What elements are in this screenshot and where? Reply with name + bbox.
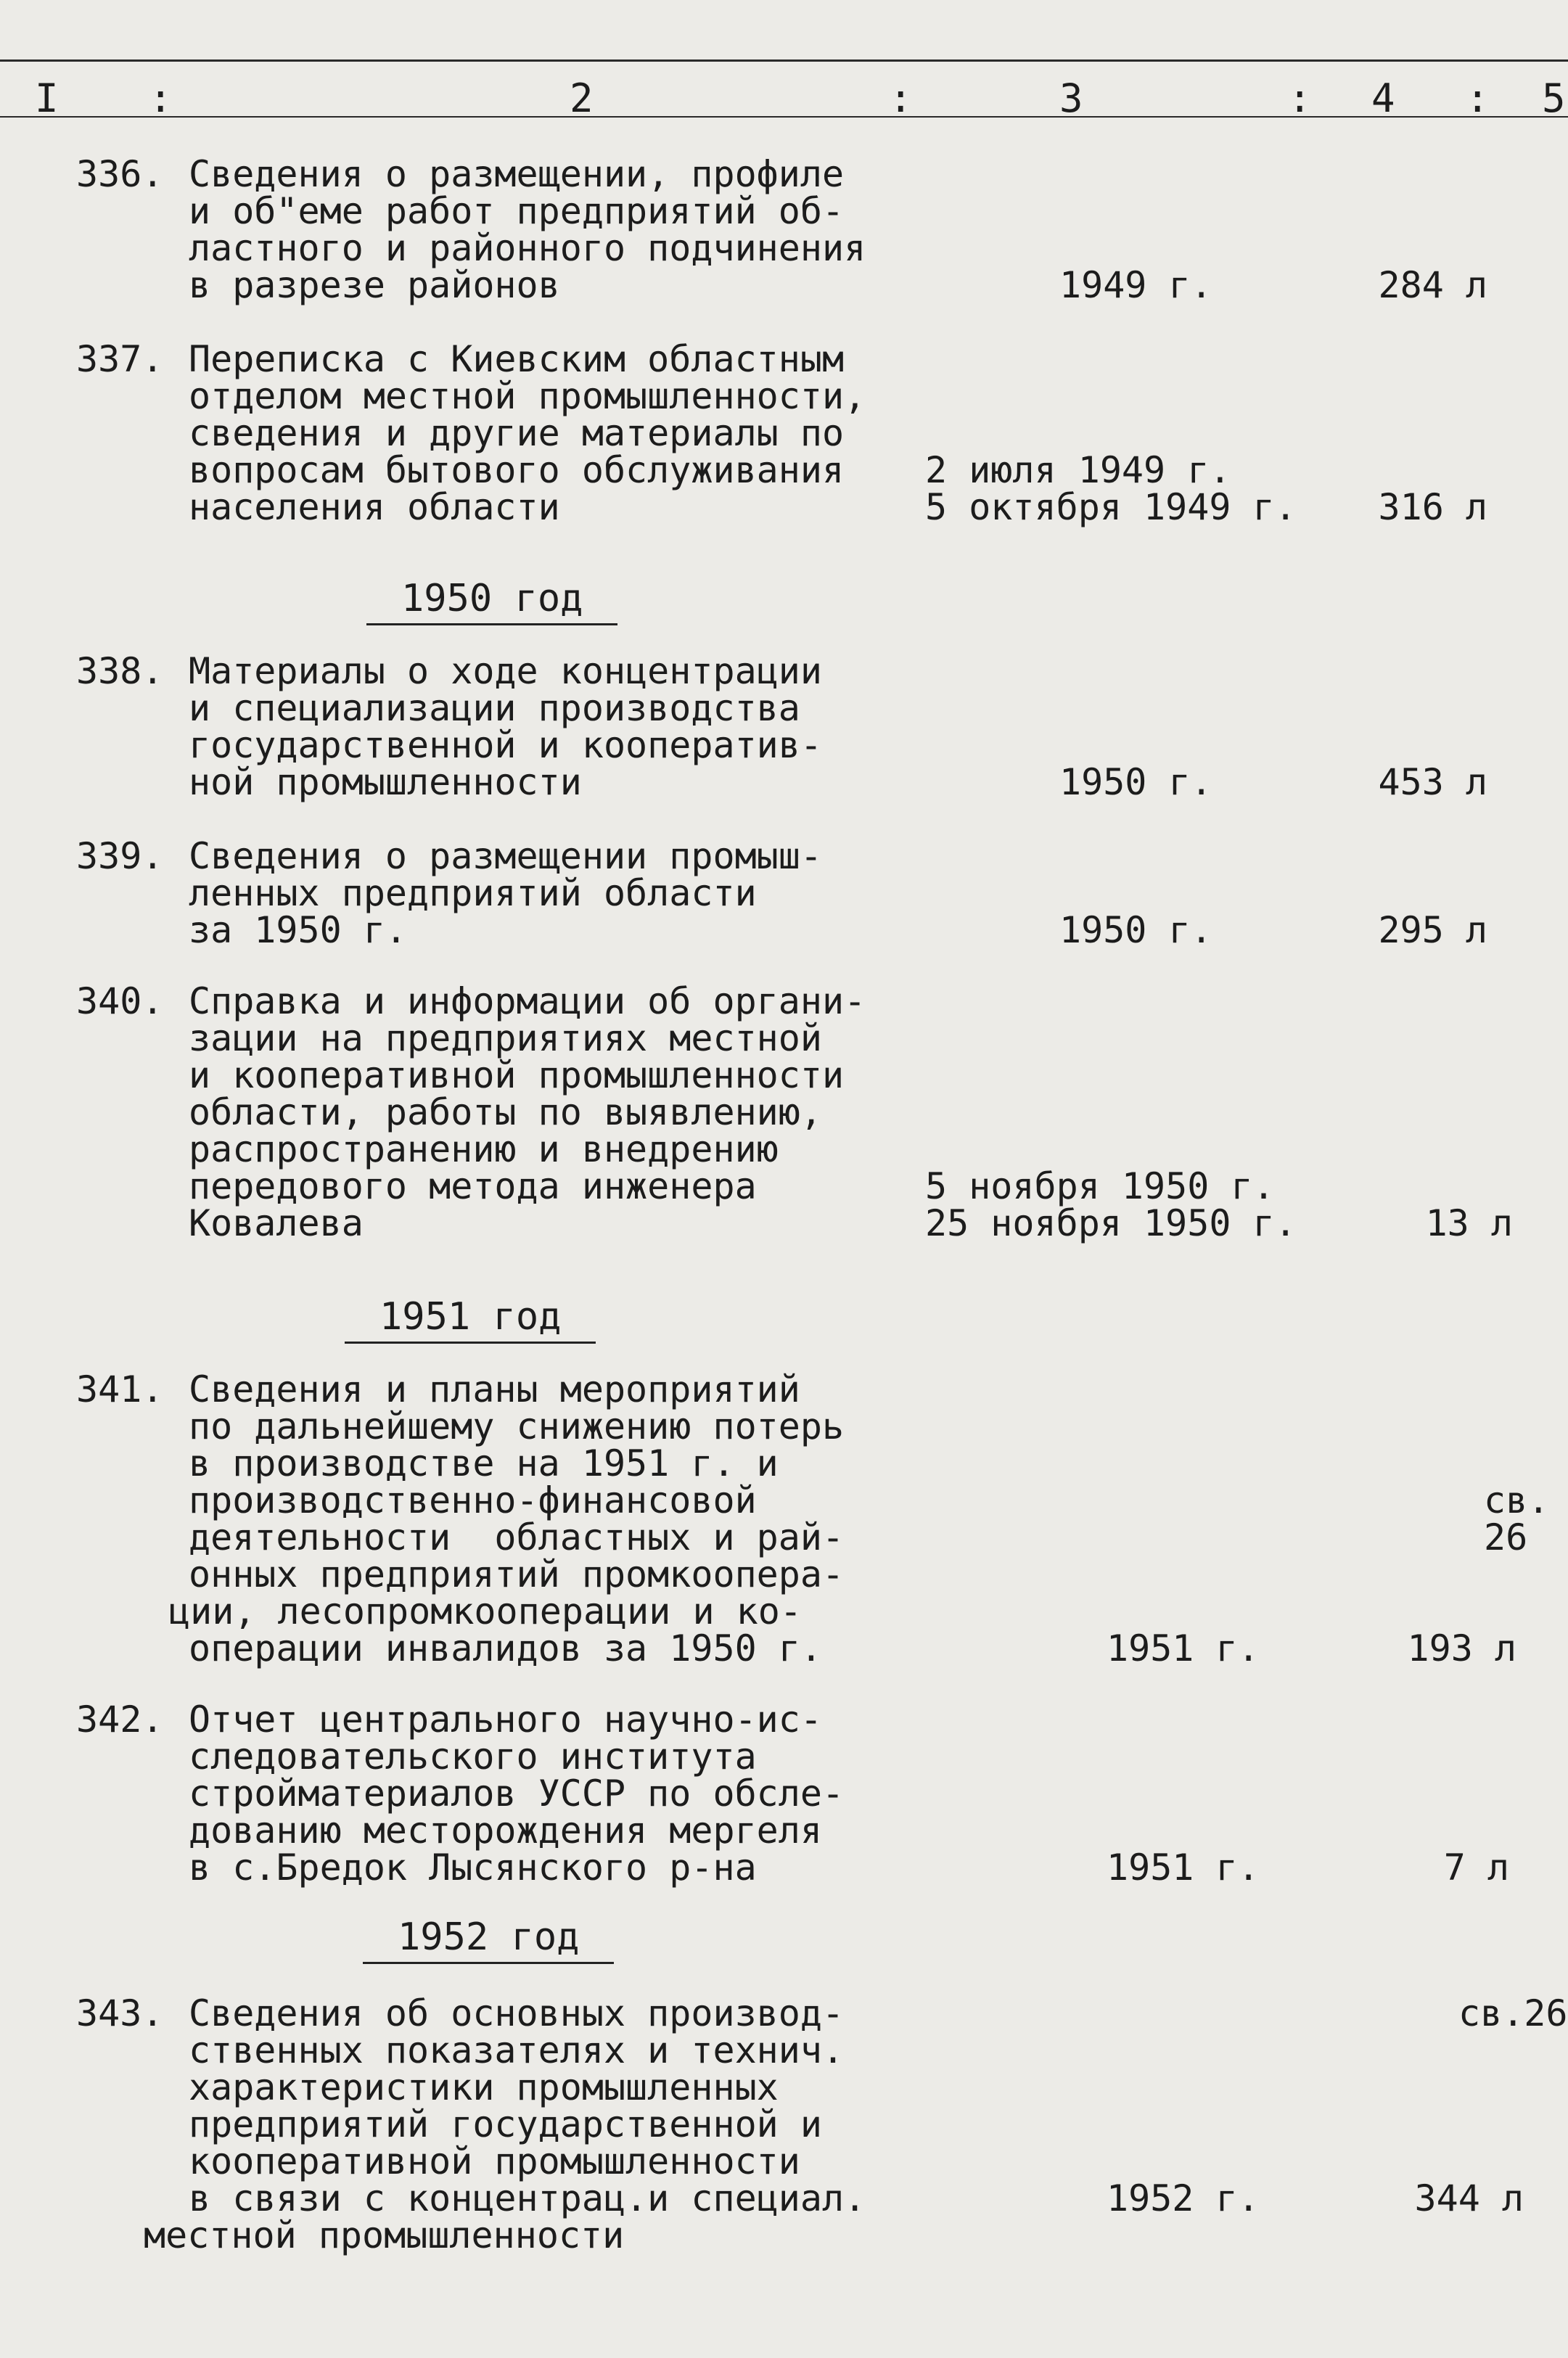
title-line: сведения и другие материалы по (189, 412, 845, 454)
entry-sheets: 13 л (1425, 1202, 1513, 1244)
title-line: зации на предприятиях местной (189, 1017, 822, 1059)
box-label: св. (1484, 1479, 1550, 1521)
title-line: области, работы по выявлению, (189, 1091, 822, 1133)
entry-number: 336. (76, 153, 164, 195)
column-number-3: 3 (1059, 75, 1083, 121)
title-line: государственной и кооператив- (189, 724, 822, 766)
title-line: Переписка с Киевским областным (189, 338, 845, 380)
title-line: ственных показателях и технич. (189, 2029, 845, 2071)
entry-number: 343. (76, 1992, 164, 2034)
entry-number: 337. (76, 338, 164, 380)
title-line: Справка и информации об органи- (189, 980, 866, 1022)
entry-number: 339. (76, 835, 164, 877)
title-line: в разрезе районов (189, 264, 560, 306)
column-separator: : (149, 75, 173, 121)
title-line: Сведения о размещении промыш- (189, 835, 822, 877)
entry-sheets: 344 л (1414, 2177, 1524, 2219)
title-line: передового метода инженера (189, 1165, 757, 1207)
entry-date: 5 ноября 1950 г. (925, 1165, 1275, 1207)
entry-date: 1950 г. (1059, 909, 1212, 951)
year-heading-1951: 1951 год (345, 1295, 596, 1344)
entry-date: 1951 г. (1107, 1627, 1260, 1669)
title-line: за 1950 г. (189, 909, 408, 951)
title-line: характеристики промышленных (189, 2066, 779, 2108)
column-number-5: 5 (1542, 75, 1566, 121)
title-line: в производстве на 1951 г. и (189, 1442, 779, 1484)
box-label: св.26 (1458, 1992, 1568, 2034)
entry-number: 341. (76, 1368, 164, 1410)
entry-date: 1949 г. (1059, 264, 1212, 306)
year-heading-1950: 1950 год (366, 577, 617, 625)
title-line: стройматериалов УССР по обсле- (189, 1772, 845, 1815)
title-line: в с.Бредок Лысянского р-на (189, 1846, 757, 1889)
column-number-4: 4 (1371, 75, 1395, 121)
title-line: в связи с концентрац.и специал. (189, 2177, 866, 2219)
title-line: ластного и районного подчинения (189, 227, 866, 269)
entry-sheets: 284 л (1378, 264, 1487, 306)
entry-date: 2 июля 1949 г. (925, 449, 1231, 491)
column-separator: : (1288, 75, 1312, 121)
title-line: и специализации производства (189, 687, 800, 729)
title-line: и кооперативной промышленности (189, 1054, 845, 1096)
title-line: местной промышленности (144, 2214, 625, 2256)
title-line: Сведения о размещении, профиле (189, 153, 845, 195)
title-line: Материалы о ходе концентрации (189, 650, 822, 692)
title-line: Сведения об основных производ- (189, 1992, 845, 2034)
title-line: деятельности областных и рай- (189, 1516, 845, 1558)
header-rule (0, 116, 1568, 118)
year-heading-1952: 1952 год (363, 1915, 614, 1964)
title-line: населения области (189, 486, 560, 528)
title-line: распространению и внедрению (189, 1128, 779, 1170)
title-line: предприятий государственной и (189, 2103, 822, 2145)
entry-date: 1952 г. (1107, 2177, 1260, 2219)
entry-date: 1951 г. (1107, 1846, 1260, 1889)
title-line: ленных предприятий области (189, 872, 757, 914)
entry-sheets: 193 л (1407, 1627, 1516, 1669)
column-separator: : (889, 75, 913, 121)
title-line: вопросам бытового обслуживания (189, 449, 845, 491)
entry-number: 342. (76, 1698, 164, 1741)
entry-date: 25 ноября 1950 г. (925, 1202, 1297, 1244)
title-line: и об"еме работ предприятий об- (189, 190, 845, 232)
title-line: кооперативной промышленности (189, 2140, 800, 2182)
entry-title (189, 980, 885, 1244)
title-line: отделом местной промышленности, (189, 375, 866, 417)
top-rule (0, 59, 1568, 62)
title-line: ции, лесопромкооперации и ко- (168, 1590, 802, 1632)
column-number-2: 2 (570, 75, 594, 121)
entry-sheets: 295 л (1378, 909, 1487, 951)
title-line: следовательского института (189, 1735, 757, 1778)
entry-sheets: 453 л (1378, 761, 1487, 803)
entry-number: 340. (76, 980, 164, 1022)
entry-date: 5 октября 1949 г. (925, 486, 1297, 528)
column-separator: : (1466, 75, 1490, 121)
title-line: ной промышленности (189, 761, 582, 803)
title-line: по дальнейшему снижению потерь (189, 1405, 845, 1447)
entry-sheets: 316 л (1378, 486, 1487, 528)
entry-date: 1950 г. (1059, 761, 1212, 803)
entry-sheets: 7 л (1443, 1846, 1509, 1889)
title-line: операции инвалидов за 1950 г. (189, 1627, 822, 1669)
title-line: Сведения и планы мероприятий (189, 1368, 800, 1410)
entry-title (168, 1368, 885, 1669)
column-number-1: I (35, 75, 59, 121)
title-line: производственно-финансовой (189, 1479, 757, 1521)
box-number: 26 (1484, 1516, 1528, 1558)
title-line: Ковалева (189, 1202, 364, 1244)
title-line: онных предприятий промкоопера- (189, 1553, 845, 1595)
entry-number: 338. (76, 650, 164, 692)
title-line: дованию месторождения мергеля (189, 1809, 822, 1852)
title-line: Отчет центрального научно-ис- (189, 1698, 822, 1741)
